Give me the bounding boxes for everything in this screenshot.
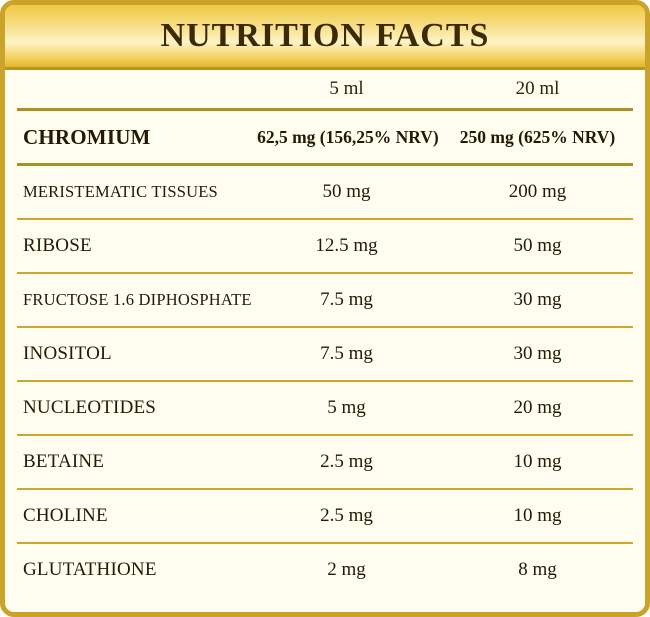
column-header-serving-1: 5 ml [251,70,442,110]
nutrient-name: INOSITOL [17,327,251,381]
nutrient-value-5ml: 2.5 mg [251,489,442,543]
nutrient-value-5ml: 7.5 mg [251,327,442,381]
nutrient-value-5ml: 7.5 mg [251,273,442,327]
nutrition-table-container [5,70,645,596]
nutrient-value-20ml: 10 mg [442,435,633,489]
table-row [17,273,633,327]
nutrient-value-20ml: 30 mg [442,273,633,327]
nutrient-name: FRUCTOSE 1.6 DIPHOSPHATE [17,273,251,327]
nutrient-value-20ml: 250 mg (625% NRV) [442,110,633,165]
column-header-nutrient [17,70,251,110]
nutrient-value-5ml: 62,5 mg (156,25% NRV) [251,110,442,165]
nutrient-value-5ml: 2.5 mg [251,435,442,489]
nutrient-value-20ml: 30 mg [442,327,633,381]
nutrient-name: CHOLINE [17,489,251,543]
table-header-row [17,70,633,110]
nutrient-name: GLUTATHIONE [23,559,157,580]
nutrient-value-20ml: 50 mg [442,219,633,273]
table-row [17,489,633,543]
table-row [17,543,633,596]
table-row [17,381,633,435]
nutrient-value-20ml: 10 mg [442,489,633,543]
nutrient-value-5ml: 2 mg [327,559,366,580]
table-row [17,110,633,165]
nutrient-value-5ml: 50 mg [251,165,442,220]
nutrient-name: MERISTEMATIC TISSUES [17,165,251,220]
nutrient-value-20ml: 20 mg [442,381,633,435]
table-row [17,165,633,220]
table-row [17,327,633,381]
nutrient-value-5ml: 12.5 mg [251,219,442,273]
nutrient-value-20ml: 200 mg [442,165,633,220]
nutrient-value-20ml: 8 mg [518,559,557,580]
page-title: NUTRITION FACTS [160,17,490,54]
nutrient-name: CHROMIUM [17,110,251,165]
panel-header [5,5,645,70]
nutrition-table [17,70,633,596]
table-row [17,435,633,489]
nutrient-name: RIBOSE [17,219,251,273]
nutrient-name: BETAINE [17,435,251,489]
nutrition-table-body [17,70,633,596]
column-header-serving-2: 20 ml [442,70,633,110]
table-row [17,219,633,273]
nutrient-value-5ml: 5 mg [251,381,442,435]
nutrient-name: NUCLEOTIDES [17,381,251,435]
